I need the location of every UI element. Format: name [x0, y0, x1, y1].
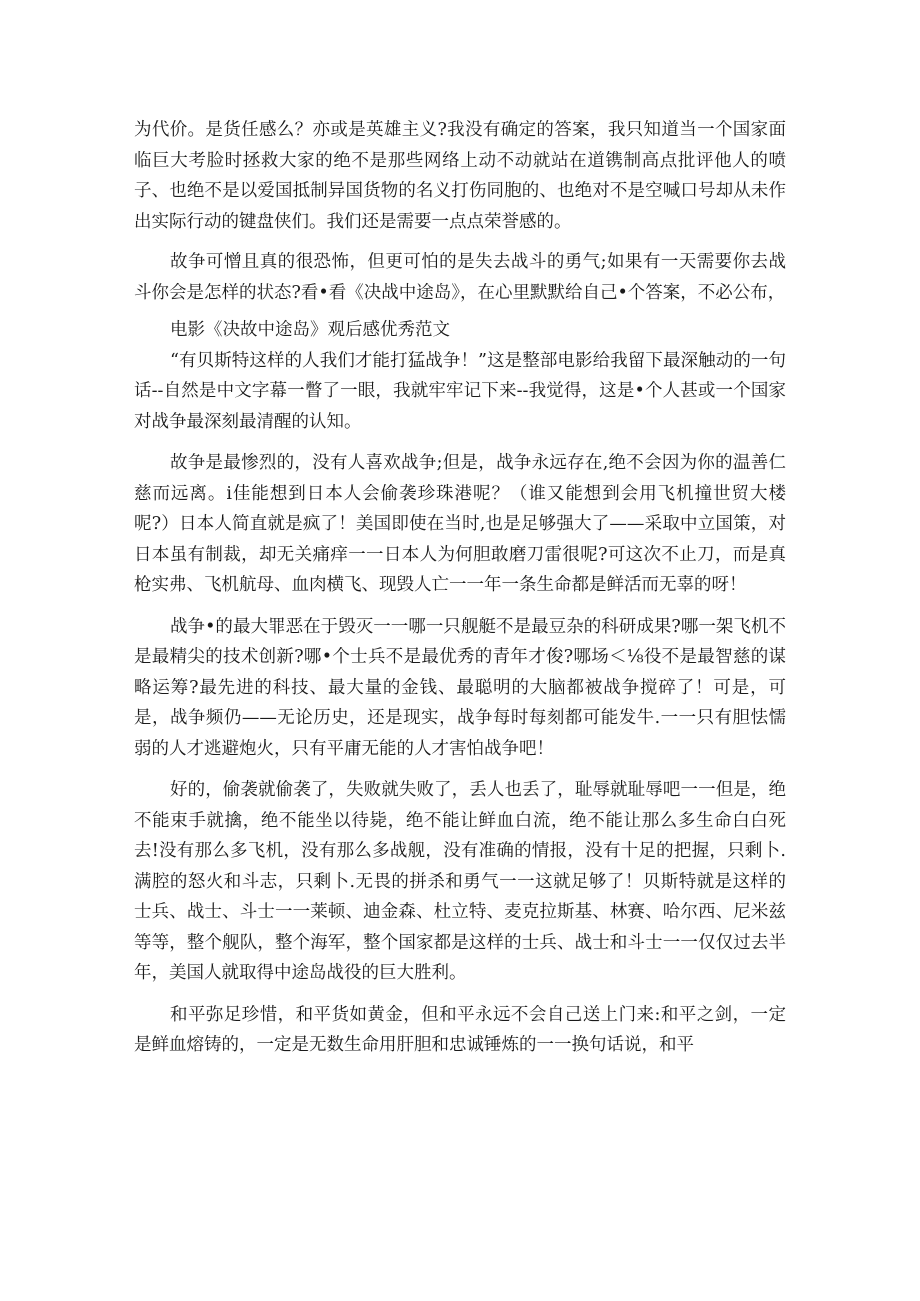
paragraph-3: “有贝斯特这样的人我们才能打猛战争！”这是整部电影给我留下最深触动的一句话--自然是中文字幕一瞥了一眼，我就牢牢记下来--我觉得，这是•个人甚或一个国家对战争最深刻最清醒的认知。	[134, 350, 786, 432]
paragraph-1: 为代价。是货任感么？亦或是英雄主义?我没有确定的答案，我只知道当一个国家面临巨大考脸时拯救大家的绝不是那些网络上动不动就站在道镌制高点批评他人的喷子、也绝不是以爱国抵制异国货物的名义打伤同胞的、也绝对不是空喊口号却从未作出实际行动的键盘侠们。我们还是需要一点点荣誉感的。	[134, 120, 786, 232]
paragraph-4: 故争是最惨烈的，没有人喜欢战争;但是，战争永远存在,绝不会因为你的温善仁慈而远离。i佳能想到日本人会偷袭珍珠港呢？（谁又能想到会用飞机撞世贸大楼呢?）日本人简直就是疯了！美国即使在当时,也是足够强大了——采取中立国策，对日本虽有制裁，却无关痛痒一一日本人为何胆敢磨刀雷很呢?可这次不止刀，而是真枪实弗、飞机航母、血肉横飞、现毁人亡一一年一条生命都是鲜活而无辜的呀！	[134, 453, 786, 595]
paragraph-2: 故争可憎且真的很恐怖，但更可怕的是失去战斗的勇气;如果有一天需要你去战斗你会是怎样的状态?看•看《决战中途岛》，在心里默默给自己•个答案，不必公布，	[134, 252, 786, 303]
section-title: 电影《决故中途岛》观后感优秀范文	[170, 320, 450, 340]
article-body	[134, 115, 786, 1061]
paragraph-5: 战争•的最大罪恶在于毁灭一一哪一只舰艇不是最豆杂的科研成果?哪一架飞机不是最精尖的技术创新?哪•个士兵不是最优秀的青年才俊?哪场＜⅛役不是最智慈的谋略运筹?最先进的科技、最大量的金钱、最聪明的大脑都被战争搅碎了！可是，可是，战争频仍——无论历史，还是现实，战争每时每刻都可能发牛.一一只有胆怯懦弱的人才逃避炮火，只有平庸无能的人才害怕战争吧！	[134, 616, 786, 759]
paragraph-7: 和平弥足珍惜，和平货如黄金，但和平永远不会自己送上门来:和平之剑，一定是鲜血熔铸的，一定是无数生命用肝胆和忠诚锤炼的一一换句话说，和平	[134, 1004, 786, 1055]
paragraph-6: 好的，偷袭就偷袭了，失败就失败了，丢人也丢了，耻辱就耻辱吧一一但是，绝不能束手就擒，绝不能坐以待毙，绝不能让鲜血白流，绝不能让那么多生命白白死去!没有那么多飞机，没有那么多战舰，没有准确的情报，没有十足的把握，只剩卜.满腔的怒火和斗志，只剩卜.无畏的拼杀和勇气一一这就足够了！贝斯特就是这样的士兵、战士、斗士一一莱顿、迪金森、杜立特、麦克拉斯基、林赛、哈尔西、尼米兹等等，整个舰队，整个海军，整个国家都是这样的士兵、战士和斗士一一仅仅过去半年，美国人就取得中途岛战役的巨大胜利。	[134, 780, 786, 983]
